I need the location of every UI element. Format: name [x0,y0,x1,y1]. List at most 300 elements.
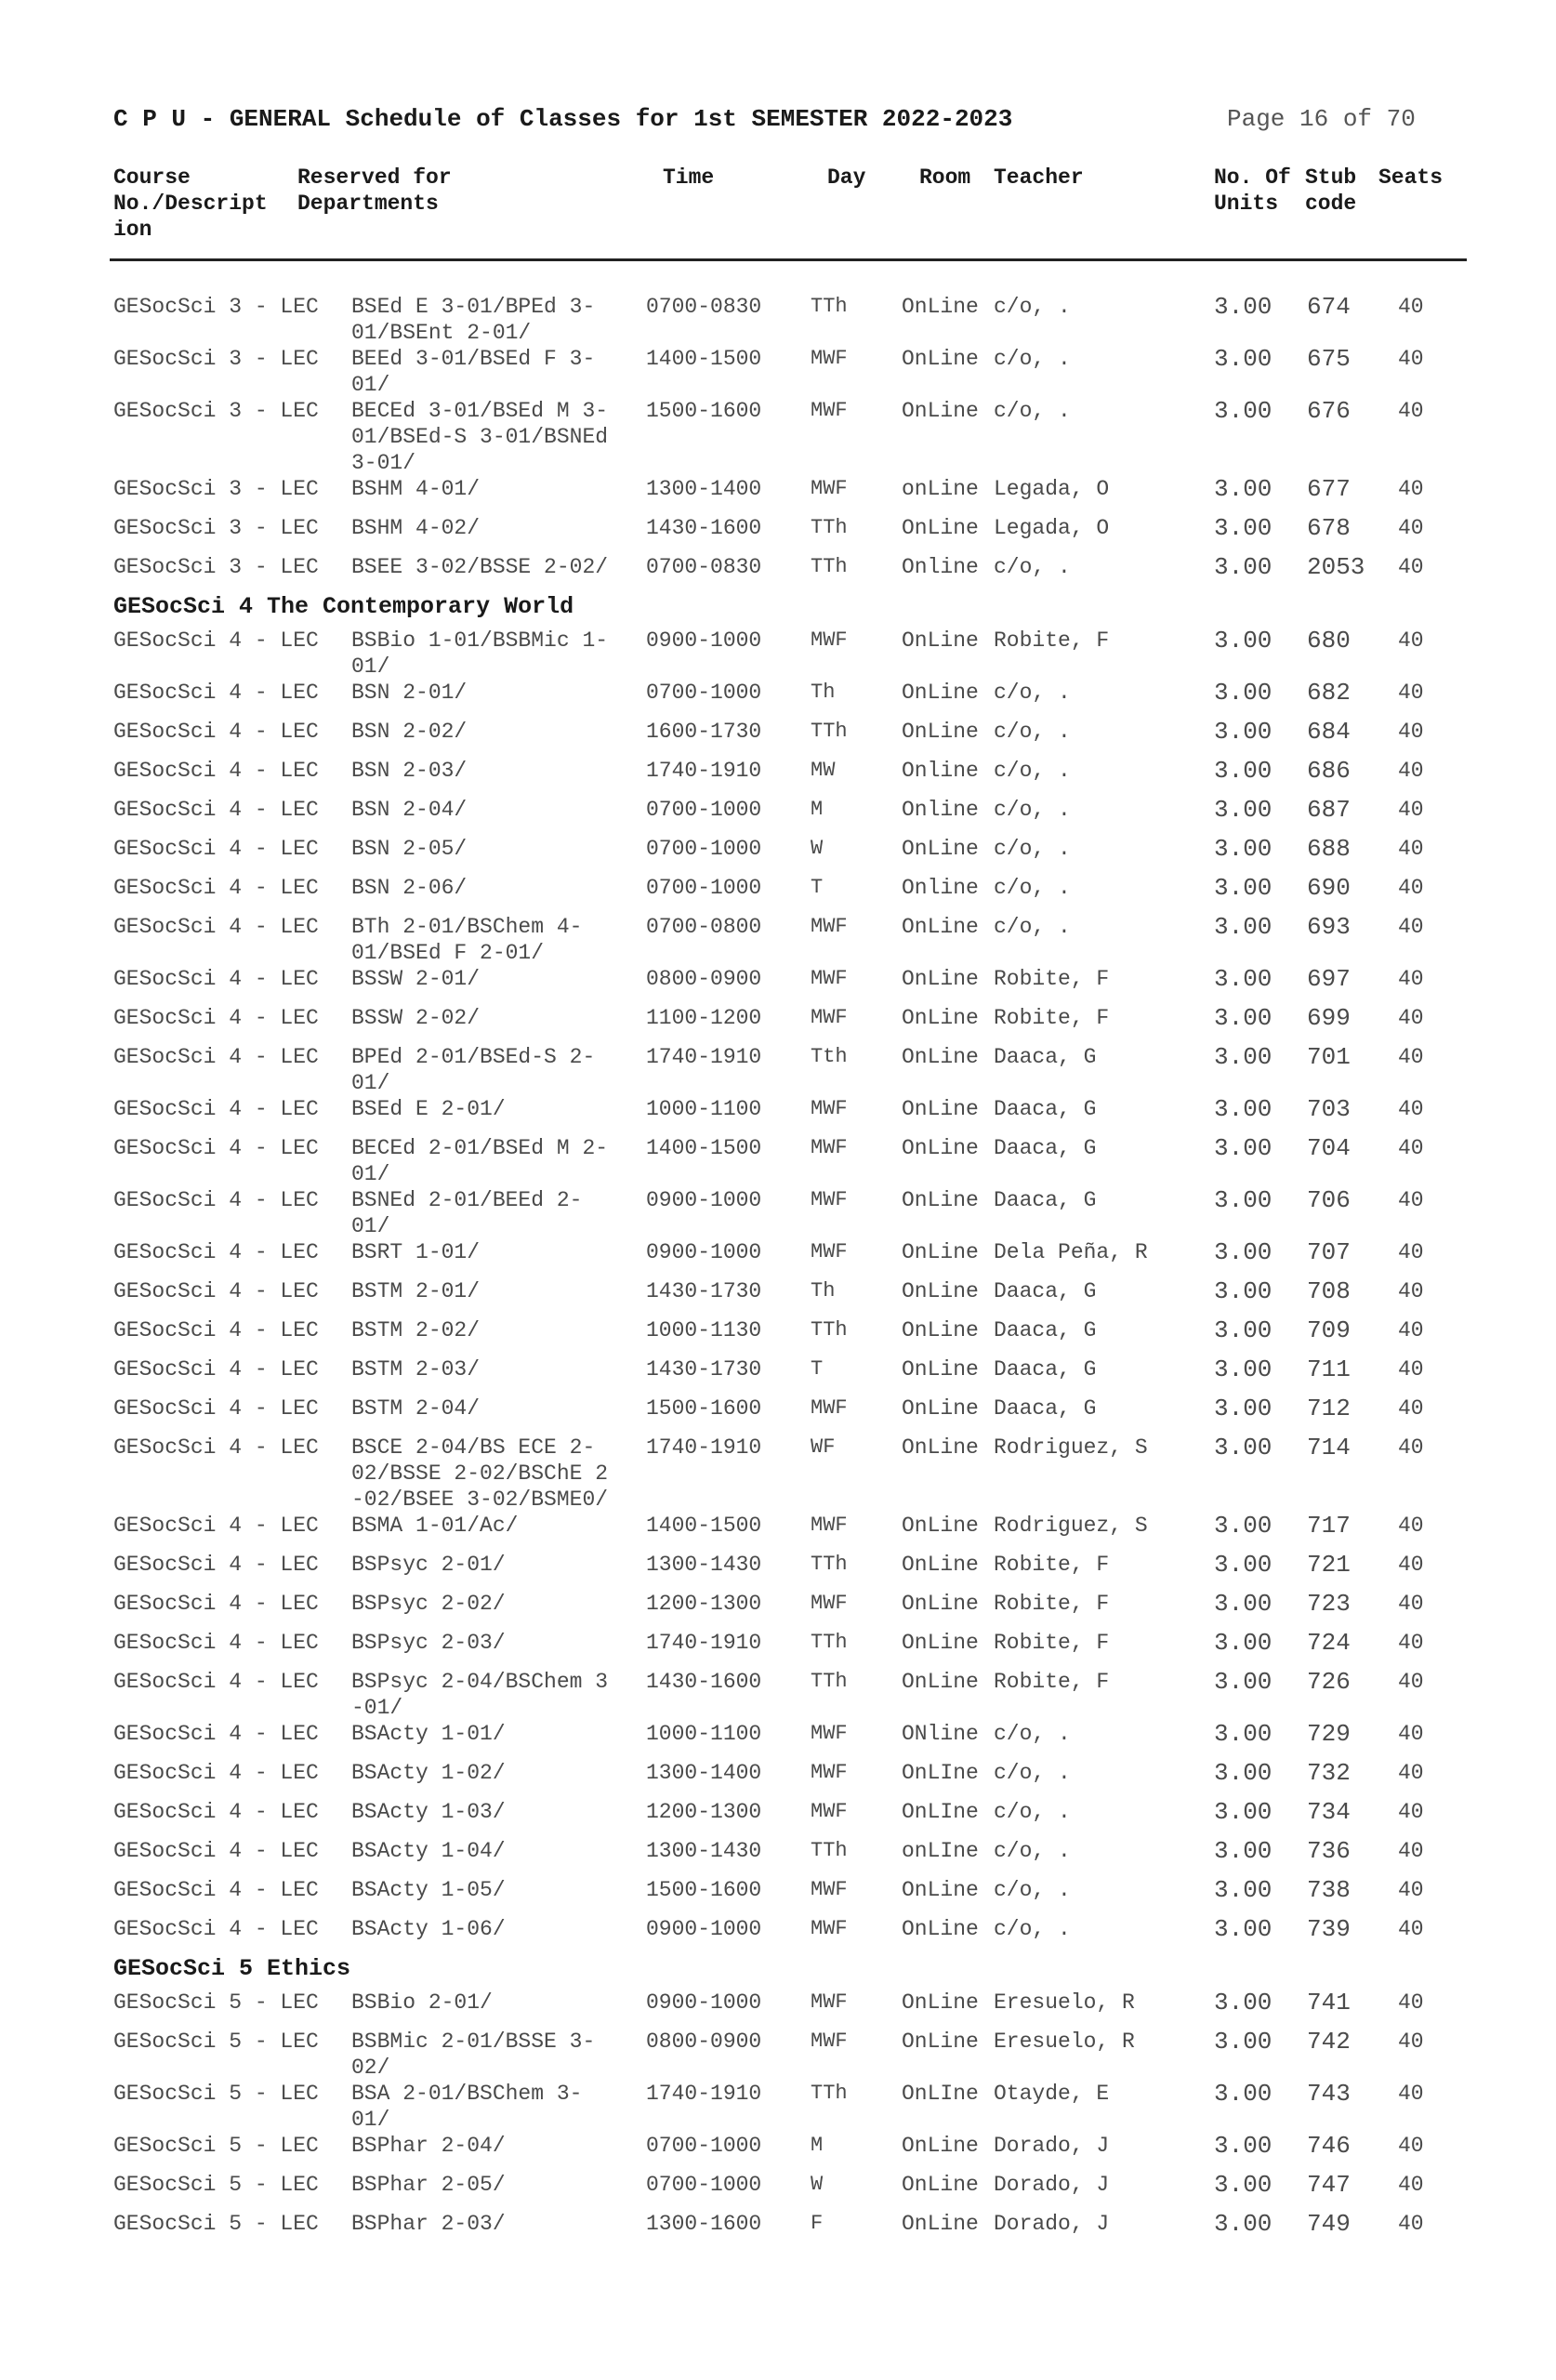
seats-cell: 40 [1398,1761,1424,1785]
room-cell: OnLine [902,1553,979,1577]
departments-cell: BSN 2-03/ [351,759,468,783]
course-cell: GESocSci 4 - LEC [113,1839,319,1863]
units-cell: 3.00 [1214,1434,1272,1461]
departments-cell: BSPsyc 2-03/ [351,1631,506,1655]
course-cell: GESocSci 4 - LEC [113,1097,319,1121]
stub-code-cell: 684 [1307,718,1351,746]
units-cell: 3.00 [1214,345,1272,373]
stub-code-cell: 690 [1307,874,1351,902]
course-cell: GESocSci 4 - LEC [113,1318,319,1342]
seats-cell: 40 [1398,1435,1424,1460]
units-cell: 3.00 [1214,1277,1272,1305]
departments-cell: BSActy 1-02/ [351,1761,506,1785]
units-cell: 3.00 [1214,796,1272,824]
stub-code-cell: 697 [1307,965,1351,993]
units-cell: 3.00 [1214,2132,1272,2160]
room-cell: OnLine [902,347,979,371]
departments-cell: BSN 2-02/ [351,720,468,744]
departments-cell: BSN 2-01/ [351,681,468,705]
units-cell: 3.00 [1214,1590,1272,1618]
course-cell: GESocSci 3 - LEC [113,477,319,501]
departments-cell: BSN 2-06/ [351,876,468,900]
departments-cell: BTh 2-01/BSChem 4- 01/BSEd F 2-01/ [351,915,583,965]
column-header-units: No. Of Units [1214,165,1291,216]
teacher-cell: Robite, F [994,628,1110,653]
course-cell: GESocSci 5 - LEC [113,2212,319,2236]
departments-cell: BSPhar 2-03/ [351,2212,506,2236]
seats-cell: 40 [1398,1279,1424,1303]
teacher-cell: c/o, . [994,759,1071,783]
teacher-cell: Rodriguez, S [994,1514,1148,1538]
teacher-cell: c/o, . [994,1878,1071,1902]
course-cell: GESocSci 5 - LEC [113,2082,319,2106]
room-cell: OnLine [902,2134,979,2158]
column-header-stub: Stub code [1305,165,1357,216]
course-cell: GESocSci 3 - LEC [113,295,319,319]
time-cell: 1300-1600 [646,2212,762,2236]
room-cell: OnLIne [902,1800,979,1824]
stub-code-cell: 688 [1307,835,1351,863]
stub-code-cell: 712 [1307,1395,1351,1422]
stub-code-cell: 734 [1307,1798,1351,1826]
room-cell: OnLine [902,1917,979,1941]
stub-code-cell: 717 [1307,1512,1351,1540]
day-cell: MWF [811,1097,848,1120]
header-rule [110,258,1467,261]
time-cell: 1000-1100 [646,1097,762,1121]
units-cell: 3.00 [1214,1837,1272,1865]
page-title: C P U - GENERAL Schedule of Classes for 1st SEMESTER 2022-2023 [113,105,1013,133]
teacher-cell: c/o, . [994,1839,1071,1863]
column-header-departments: Reserved for Departments [297,165,452,216]
room-cell: onLIne [902,1839,979,1863]
seats-cell: 40 [1398,1396,1424,1421]
stub-code-cell: 682 [1307,679,1351,707]
seats-cell: 40 [1398,720,1424,744]
teacher-cell: Daaca, G [994,1357,1097,1382]
teacher-cell: c/o, . [994,399,1071,423]
seats-cell: 40 [1398,2134,1424,2158]
time-cell: 0700-1000 [646,798,762,822]
stub-code-cell: 736 [1307,1837,1351,1865]
room-cell: OnLine [902,2030,979,2054]
time-cell: 1300-1400 [646,477,762,501]
time-cell: 0700-1000 [646,2173,762,2197]
seats-cell: 40 [1398,1592,1424,1616]
time-cell: 0900-1000 [646,1240,762,1264]
day-cell: MWF [811,1592,848,1615]
teacher-cell: c/o, . [994,555,1071,579]
day-cell: MWF [811,477,848,500]
units-cell: 3.00 [1214,1989,1272,2016]
teacher-cell: Legada, O [994,477,1110,501]
course-cell: GESocSci 4 - LEC [113,1279,319,1303]
time-cell: 1400-1500 [646,1136,762,1160]
seats-cell: 40 [1398,2173,1424,2197]
day-cell: MWF [811,1800,848,1823]
seats-cell: 40 [1398,1357,1424,1382]
units-cell: 3.00 [1214,1186,1272,1214]
units-cell: 3.00 [1214,965,1272,993]
units-cell: 3.00 [1214,627,1272,654]
day-cell: MW [811,759,836,782]
teacher-cell: Robite, F [994,1670,1110,1694]
departments-cell: BSBio 2-01/ [351,1990,493,2015]
day-cell: MWF [811,1990,848,2014]
units-cell: 3.00 [1214,835,1272,863]
stub-code-cell: 676 [1307,397,1351,425]
teacher-cell: Robite, F [994,967,1110,991]
seats-cell: 40 [1398,2030,1424,2054]
column-header-room: Room [919,165,971,190]
day-cell: MWF [811,1136,848,1159]
teacher-cell: c/o, . [994,915,1071,939]
seats-cell: 40 [1398,1917,1424,1941]
room-cell: OnLine [902,1006,979,1030]
day-cell: TTh [811,1839,848,1862]
time-cell: 1200-1300 [646,1592,762,1616]
course-cell: GESocSci 4 - LEC [113,1240,319,1264]
stub-code-cell: 686 [1307,757,1351,785]
units-cell: 3.00 [1214,1798,1272,1826]
room-cell: OnLine [902,1045,979,1069]
departments-cell: BSMA 1-01/Ac/ [351,1514,519,1538]
day-cell: MWF [811,1188,848,1211]
teacher-cell: Daaca, G [994,1396,1097,1421]
units-cell: 3.00 [1214,475,1272,503]
course-cell: GESocSci 5 - LEC [113,1990,319,2015]
departments-cell: BSPhar 2-04/ [351,2134,506,2158]
course-cell: GESocSci 4 - LEC [113,1006,319,1030]
time-cell: 1740-1910 [646,1045,762,1069]
seats-cell: 40 [1398,347,1424,371]
teacher-cell: c/o, . [994,1722,1071,1746]
column-header-teacher: Teacher [994,165,1084,190]
seats-cell: 40 [1398,516,1424,540]
time-cell: 0700-1000 [646,2134,762,2158]
seats-cell: 40 [1398,295,1424,319]
room-cell: Online [902,876,979,900]
stub-code-cell: 743 [1307,2080,1351,2108]
departments-cell: BSSW 2-02/ [351,1006,481,1030]
seats-cell: 40 [1398,1045,1424,1069]
seats-cell: 40 [1398,628,1424,653]
room-cell: OnLine [902,1279,979,1303]
time-cell: 1430-1730 [646,1279,762,1303]
day-cell: MWF [811,1917,848,1940]
seats-cell: 40 [1398,1722,1424,1746]
teacher-cell: Eresuelo, R [994,2030,1135,2054]
time-cell: 1740-1910 [646,759,762,783]
day-cell: MWF [811,399,848,422]
course-cell: GESocSci 4 - LEC [113,720,319,744]
units-cell: 3.00 [1214,293,1272,321]
section-title: GESocSci 5 Ethics [113,1955,351,1982]
stub-code-cell: 724 [1307,1629,1351,1657]
time-cell: 0900-1000 [646,628,762,653]
course-cell: GESocSci 4 - LEC [113,1435,319,1460]
stub-code-cell: 687 [1307,796,1351,824]
units-cell: 3.00 [1214,718,1272,746]
departments-cell: BSTM 2-03/ [351,1357,481,1382]
units-cell: 3.00 [1214,1004,1272,1032]
day-cell: W [811,837,824,860]
units-cell: 3.00 [1214,1876,1272,1904]
teacher-cell: c/o, . [994,798,1071,822]
room-cell: OnLine [902,1136,979,1160]
departments-cell: BSActy 1-05/ [351,1878,506,1902]
teacher-cell: Robite, F [994,1006,1110,1030]
course-cell: GESocSci 4 - LEC [113,1357,319,1382]
course-cell: GESocSci 3 - LEC [113,555,319,579]
teacher-cell: c/o, . [994,347,1071,371]
stub-code-cell: 680 [1307,627,1351,654]
stub-code-cell: 675 [1307,345,1351,373]
time-cell: 0700-0800 [646,915,762,939]
room-cell: OnLine [902,1878,979,1902]
teacher-cell: Dorado, J [994,2134,1110,2158]
departments-cell: BSBio 1-01/BSBMic 1- 01/ [351,628,609,679]
room-cell: OnLine [902,516,979,540]
day-cell: MWF [811,347,848,370]
stub-code-cell: 741 [1307,1989,1351,2016]
units-cell: 3.00 [1214,1668,1272,1696]
seats-cell: 40 [1398,555,1424,579]
departments-cell: BSEd E 3-01/BPEd 3- 01/BSEnt 2-01/ [351,295,596,345]
units-cell: 3.00 [1214,1915,1272,1943]
departments-cell: BSTM 2-01/ [351,1279,481,1303]
seats-cell: 40 [1398,876,1424,900]
day-cell: MWF [811,1396,848,1420]
units-cell: 3.00 [1214,874,1272,902]
units-cell: 3.00 [1214,397,1272,425]
teacher-cell: Legada, O [994,516,1110,540]
day-cell: MWF [811,915,848,938]
time-cell: 1000-1100 [646,1722,762,1746]
day-cell: MWF [811,1240,848,1263]
teacher-cell: Dorado, J [994,2212,1110,2236]
teacher-cell: c/o, . [994,837,1071,861]
time-cell: 1740-1910 [646,1435,762,1460]
column-header-seats: Seats [1378,165,1444,190]
room-cell: OnLine [902,1097,979,1121]
day-cell: MWF [811,967,848,990]
stub-code-cell: 721 [1307,1551,1351,1579]
units-cell: 3.00 [1214,757,1272,785]
day-cell: TTh [811,1670,848,1693]
time-cell: 1430-1600 [646,1670,762,1694]
teacher-cell: Robite, F [994,1631,1110,1655]
room-cell: OnLine [902,1670,979,1694]
departments-cell: BSRT 1-01/ [351,1240,481,1264]
room-cell: OnLine [902,1240,979,1264]
room-cell: OnLine [902,967,979,991]
departments-cell: BSNEd 2-01/BEEd 2- 01/ [351,1188,583,1238]
room-cell: OnLine [902,399,979,423]
room-cell: OnLine [902,837,979,861]
course-cell: GESocSci 4 - LEC [113,915,319,939]
units-cell: 3.00 [1214,1720,1272,1748]
stub-code-cell: 723 [1307,1590,1351,1618]
seats-cell: 40 [1398,1514,1424,1538]
room-cell: OnLine [902,1396,979,1421]
seats-cell: 40 [1398,1553,1424,1577]
room-cell: OnLine [902,1631,979,1655]
stub-code-cell: 746 [1307,2132,1351,2160]
units-cell: 3.00 [1214,913,1272,941]
seats-cell: 40 [1398,399,1424,423]
departments-cell: BSN 2-05/ [351,837,468,861]
departments-cell: BSTM 2-02/ [351,1318,481,1342]
departments-cell: BSEd E 2-01/ [351,1097,506,1121]
seats-cell: 40 [1398,477,1424,501]
teacher-cell: c/o, . [994,876,1071,900]
day-cell: TTh [811,2082,848,2105]
time-cell: 1400-1500 [646,347,762,371]
day-cell: MWF [811,628,848,652]
departments-cell: BSN 2-04/ [351,798,468,822]
stub-code-cell: 738 [1307,1876,1351,1904]
course-cell: GESocSci 4 - LEC [113,837,319,861]
day-cell: MWF [811,1006,848,1029]
departments-cell: BSActy 1-01/ [351,1722,506,1746]
seats-cell: 40 [1398,759,1424,783]
seats-cell: 40 [1398,837,1424,861]
departments-cell: BSBMic 2-01/BSSE 3- 02/ [351,2030,596,2080]
seats-cell: 40 [1398,798,1424,822]
stub-code-cell: 729 [1307,1720,1351,1748]
time-cell: 0900-1000 [646,1188,762,1212]
seats-cell: 40 [1398,1188,1424,1212]
time-cell: 0700-0830 [646,295,762,319]
room-cell: OnLine [902,1188,979,1212]
seats-cell: 40 [1398,1097,1424,1121]
room-cell: OnLine [902,628,979,653]
time-cell: 1500-1600 [646,1396,762,1421]
teacher-cell: Daaca, G [994,1279,1097,1303]
course-cell: GESocSci 4 - LEC [113,1917,319,1941]
course-cell: GESocSci 5 - LEC [113,2030,319,2054]
time-cell: 1000-1130 [646,1318,762,1342]
teacher-cell: Daaca, G [994,1136,1097,1160]
seats-cell: 40 [1398,1800,1424,1824]
room-cell: OnLine [902,2173,979,2197]
room-cell: Online [902,759,979,783]
seats-cell: 40 [1398,681,1424,705]
room-cell: OnLine [902,681,979,705]
departments-cell: BECEd 2-01/BSEd M 2- 01/ [351,1136,609,1186]
units-cell: 3.00 [1214,679,1272,707]
teacher-cell: Robite, F [994,1592,1110,1616]
course-cell: GESocSci 4 - LEC [113,1761,319,1785]
seats-cell: 40 [1398,1839,1424,1863]
teacher-cell: c/o, . [994,1917,1071,1941]
stub-code-cell: 693 [1307,913,1351,941]
seats-cell: 40 [1398,2082,1424,2106]
room-cell: OnLine [902,2212,979,2236]
stub-code-cell: 749 [1307,2210,1351,2238]
course-cell: GESocSci 4 - LEC [113,759,319,783]
day-cell: Th [811,1279,836,1302]
departments-cell: BEEd 3-01/BSEd F 3- 01/ [351,347,596,397]
course-cell: GESocSci 4 - LEC [113,1136,319,1160]
course-cell: GESocSci 4 - LEC [113,1722,319,1746]
course-cell: GESocSci 4 - LEC [113,1670,319,1694]
course-cell: GESocSci 4 - LEC [113,1592,319,1616]
time-cell: 0800-0900 [646,967,762,991]
time-cell: 1300-1430 [646,1839,762,1863]
stub-code-cell: 742 [1307,2028,1351,2056]
room-cell: OnLine [902,1435,979,1460]
teacher-cell: c/o, . [994,295,1071,319]
time-cell: 0700-1000 [646,837,762,861]
room-cell: ONline [902,1722,979,1746]
stub-code-cell: 2053 [1307,553,1365,581]
teacher-cell: Dela Peña, R [994,1240,1148,1264]
day-cell: TTh [811,516,848,539]
seats-cell: 40 [1398,1990,1424,2015]
stub-code-cell: 732 [1307,1759,1351,1787]
stub-code-cell: 709 [1307,1316,1351,1344]
time-cell: 1430-1600 [646,516,762,540]
time-cell: 1740-1910 [646,2082,762,2106]
departments-cell: BSActy 1-03/ [351,1800,506,1824]
day-cell: M [811,798,824,821]
day-cell: TTh [811,1553,848,1576]
stub-code-cell: 701 [1307,1043,1351,1071]
time-cell: 0800-0900 [646,2030,762,2054]
teacher-cell: Rodriguez, S [994,1435,1148,1460]
units-cell: 3.00 [1214,2028,1272,2056]
seats-cell: 40 [1398,1631,1424,1655]
departments-cell: BSPsyc 2-04/BSChem 3 -01/ [351,1670,609,1720]
course-cell: GESocSci 4 - LEC [113,1396,319,1421]
teacher-cell: Daaca, G [994,1188,1097,1212]
day-cell: F [811,2212,824,2235]
time-cell: 1740-1910 [646,1631,762,1655]
stub-code-cell: 707 [1307,1238,1351,1266]
room-cell: OnLIne [902,1761,979,1785]
time-cell: 1300-1400 [646,1761,762,1785]
units-cell: 3.00 [1214,1512,1272,1540]
day-cell: W [811,2173,824,2196]
units-cell: 3.00 [1214,1238,1272,1266]
day-cell: M [811,2134,824,2157]
teacher-cell: c/o, . [994,1800,1071,1824]
seats-cell: 40 [1398,967,1424,991]
departments-cell: BSTM 2-04/ [351,1396,481,1421]
section-title: GESocSci 4 The Contemporary World [113,593,574,620]
stub-code-cell: 706 [1307,1186,1351,1214]
teacher-cell: c/o, . [994,1761,1071,1785]
time-cell: 1600-1730 [646,720,762,744]
departments-cell: BPEd 2-01/BSEd-S 2- 01/ [351,1045,596,1095]
stub-code-cell: 739 [1307,1915,1351,1943]
teacher-cell: Eresuelo, R [994,1990,1135,2015]
teacher-cell: Daaca, G [994,1097,1097,1121]
time-cell: 0900-1000 [646,1917,762,1941]
day-cell: TTh [811,720,848,743]
column-header-course: Course No./Descript ion [113,165,268,242]
course-cell: GESocSci 4 - LEC [113,1045,319,1069]
departments-cell: BSCE 2-04/BS ECE 2- 02/BSSE 2-02/BSChE 2 -02/BSEE 3-02/BSME0/ [351,1435,609,1512]
teacher-cell: c/o, . [994,720,1071,744]
room-cell: OnLine [902,1592,979,1616]
time-cell: 1430-1730 [646,1357,762,1382]
departments-cell: BSHM 4-02/ [351,516,481,540]
departments-cell: BSEE 3-02/BSSE 2-02/ [351,555,609,579]
departments-cell: BSHM 4-01/ [351,477,481,501]
